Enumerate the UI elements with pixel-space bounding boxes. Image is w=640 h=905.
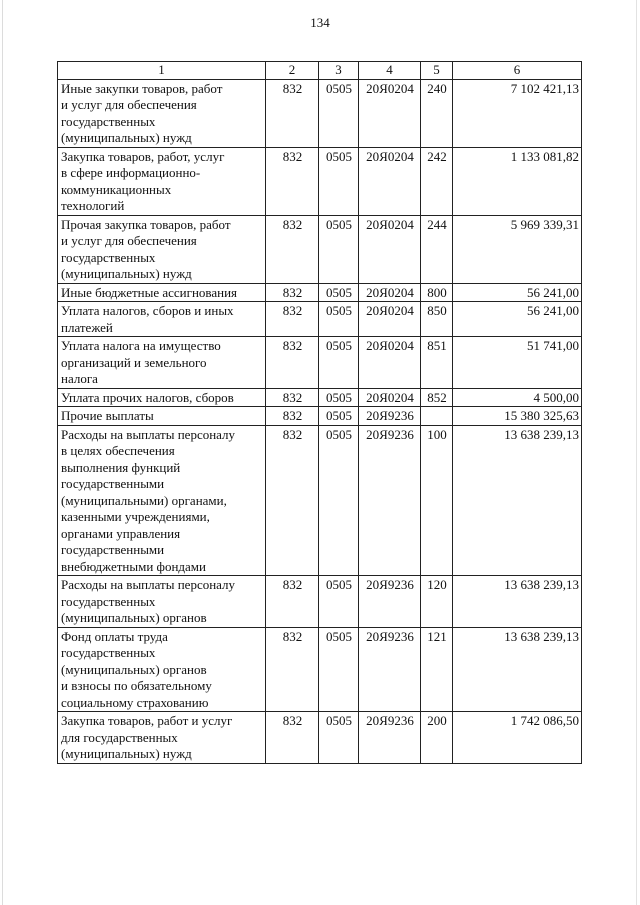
table-row	[58, 79, 582, 147]
amount-cell: 56 241,00	[453, 283, 582, 302]
amount-cell: 13 638 239,13	[453, 576, 582, 628]
expense-type-cell: 121	[421, 627, 453, 712]
section-code-cell: 0505	[319, 79, 359, 147]
header-col-5: 5	[421, 62, 453, 80]
header-col-3: 3	[319, 62, 359, 80]
grbs-code-cell: 832	[266, 302, 319, 337]
expense-type-cell: 100	[421, 425, 453, 576]
table-row	[58, 147, 582, 215]
item-name-cell: Прочие выплаты	[58, 407, 266, 426]
target-article-cell: 20Я0204	[359, 79, 421, 147]
target-article-cell: 20Я9236	[359, 425, 421, 576]
section-code-cell: 0505	[319, 215, 359, 283]
section-code-cell: 0505	[319, 425, 359, 576]
table-row	[58, 576, 582, 628]
item-name-cell: Уплата налога на имущество организаций и земельного налога	[58, 337, 266, 389]
table-row	[58, 302, 582, 337]
grbs-code-cell: 832	[266, 627, 319, 712]
table-row	[58, 388, 582, 407]
amount-cell: 5 969 339,31	[453, 215, 582, 283]
item-name-cell: Расходы на выплаты персоналу государственных (муниципальных) органов	[58, 576, 266, 628]
amount-cell: 13 638 239,13	[453, 425, 582, 576]
target-article-cell: 20Я0204	[359, 215, 421, 283]
expense-type-cell: 851	[421, 337, 453, 389]
amount-cell: 1 133 081,82	[453, 147, 582, 215]
header-col-4: 4	[359, 62, 421, 80]
target-article-cell: 20Я0204	[359, 388, 421, 407]
section-code-cell: 0505	[319, 302, 359, 337]
item-name-cell: Иные закупки товаров, работ и услуг для обеспечения государственных (муниципальных) нужд	[58, 79, 266, 147]
target-article-cell: 20Я0204	[359, 337, 421, 389]
amount-cell: 4 500,00	[453, 388, 582, 407]
amount-cell: 51 741,00	[453, 337, 582, 389]
target-article-cell: 20Я9236	[359, 712, 421, 764]
item-name-cell: Расходы на выплаты персоналу в целях обеспечения выполнения функций государственными (муниципальными) органами, казенными учреждениями, органами управления государственными внебюджетными фондами	[58, 425, 266, 576]
page-number: 134	[310, 15, 330, 30]
target-article-cell: 20Я9236	[359, 576, 421, 628]
amount-cell: 13 638 239,13	[453, 627, 582, 712]
grbs-code-cell: 832	[266, 576, 319, 628]
table-row	[58, 407, 582, 426]
target-article-cell: 20Я0204	[359, 302, 421, 337]
section-code-cell: 0505	[319, 407, 359, 426]
section-code-cell: 0505	[319, 627, 359, 712]
grbs-code-cell: 832	[266, 425, 319, 576]
grbs-code-cell: 832	[266, 79, 319, 147]
section-code-cell: 0505	[319, 147, 359, 215]
item-name-cell: Закупка товаров, работ и услуг для государственных (муниципальных) нужд	[58, 712, 266, 764]
budget-table	[57, 61, 582, 764]
header-col-1: 1	[58, 62, 266, 80]
expense-type-cell: 852	[421, 388, 453, 407]
item-name-cell: Прочая закупка товаров, работ и услуг для обеспечения государственных (муниципальных) нужд	[58, 215, 266, 283]
table-row	[58, 712, 582, 764]
grbs-code-cell: 832	[266, 283, 319, 302]
grbs-code-cell: 832	[266, 388, 319, 407]
section-code-cell: 0505	[319, 283, 359, 302]
target-article-cell: 20Я9236	[359, 407, 421, 426]
target-article-cell: 20Я0204	[359, 147, 421, 215]
item-name-cell: Уплата налогов, сборов и иных платежей	[58, 302, 266, 337]
table-row	[58, 337, 582, 389]
grbs-code-cell: 832	[266, 712, 319, 764]
expense-type-cell: 244	[421, 215, 453, 283]
expense-type-cell: 200	[421, 712, 453, 764]
section-code-cell: 0505	[319, 712, 359, 764]
expense-type-cell	[421, 407, 453, 426]
scan-edge-left	[2, 0, 3, 905]
target-article-cell: 20Я0204	[359, 283, 421, 302]
grbs-code-cell: 832	[266, 407, 319, 426]
section-code-cell: 0505	[319, 388, 359, 407]
item-name-cell: Фонд оплаты труда государственных (муниципальных) органов и взносы по обязательному социальному страхованию	[58, 627, 266, 712]
expense-type-cell: 120	[421, 576, 453, 628]
amount-cell: 1 742 086,50	[453, 712, 582, 764]
expense-type-cell: 850	[421, 302, 453, 337]
target-article-cell: 20Я9236	[359, 627, 421, 712]
scan-edge-right	[636, 0, 637, 905]
section-code-cell: 0505	[319, 337, 359, 389]
grbs-code-cell: 832	[266, 147, 319, 215]
table-row	[58, 215, 582, 283]
header-col-6: 6	[453, 62, 582, 80]
table-row	[58, 425, 582, 576]
item-name-cell: Уплата прочих налогов, сборов	[58, 388, 266, 407]
grbs-code-cell: 832	[266, 215, 319, 283]
section-code-cell: 0505	[319, 576, 359, 628]
expense-type-cell: 240	[421, 79, 453, 147]
table-header-row	[58, 62, 582, 80]
amount-cell: 56 241,00	[453, 302, 582, 337]
item-name-cell: Иные бюджетные ассигнования	[58, 283, 266, 302]
table-row	[58, 627, 582, 712]
amount-cell: 7 102 421,13	[453, 79, 582, 147]
expense-type-cell: 800	[421, 283, 453, 302]
grbs-code-cell: 832	[266, 337, 319, 389]
expense-type-cell: 242	[421, 147, 453, 215]
header-col-2: 2	[266, 62, 319, 80]
table-row	[58, 283, 582, 302]
amount-cell: 15 380 325,63	[453, 407, 582, 426]
item-name-cell: Закупка товаров, работ, услуг в сфере информационно- коммуникационных технологий	[58, 147, 266, 215]
